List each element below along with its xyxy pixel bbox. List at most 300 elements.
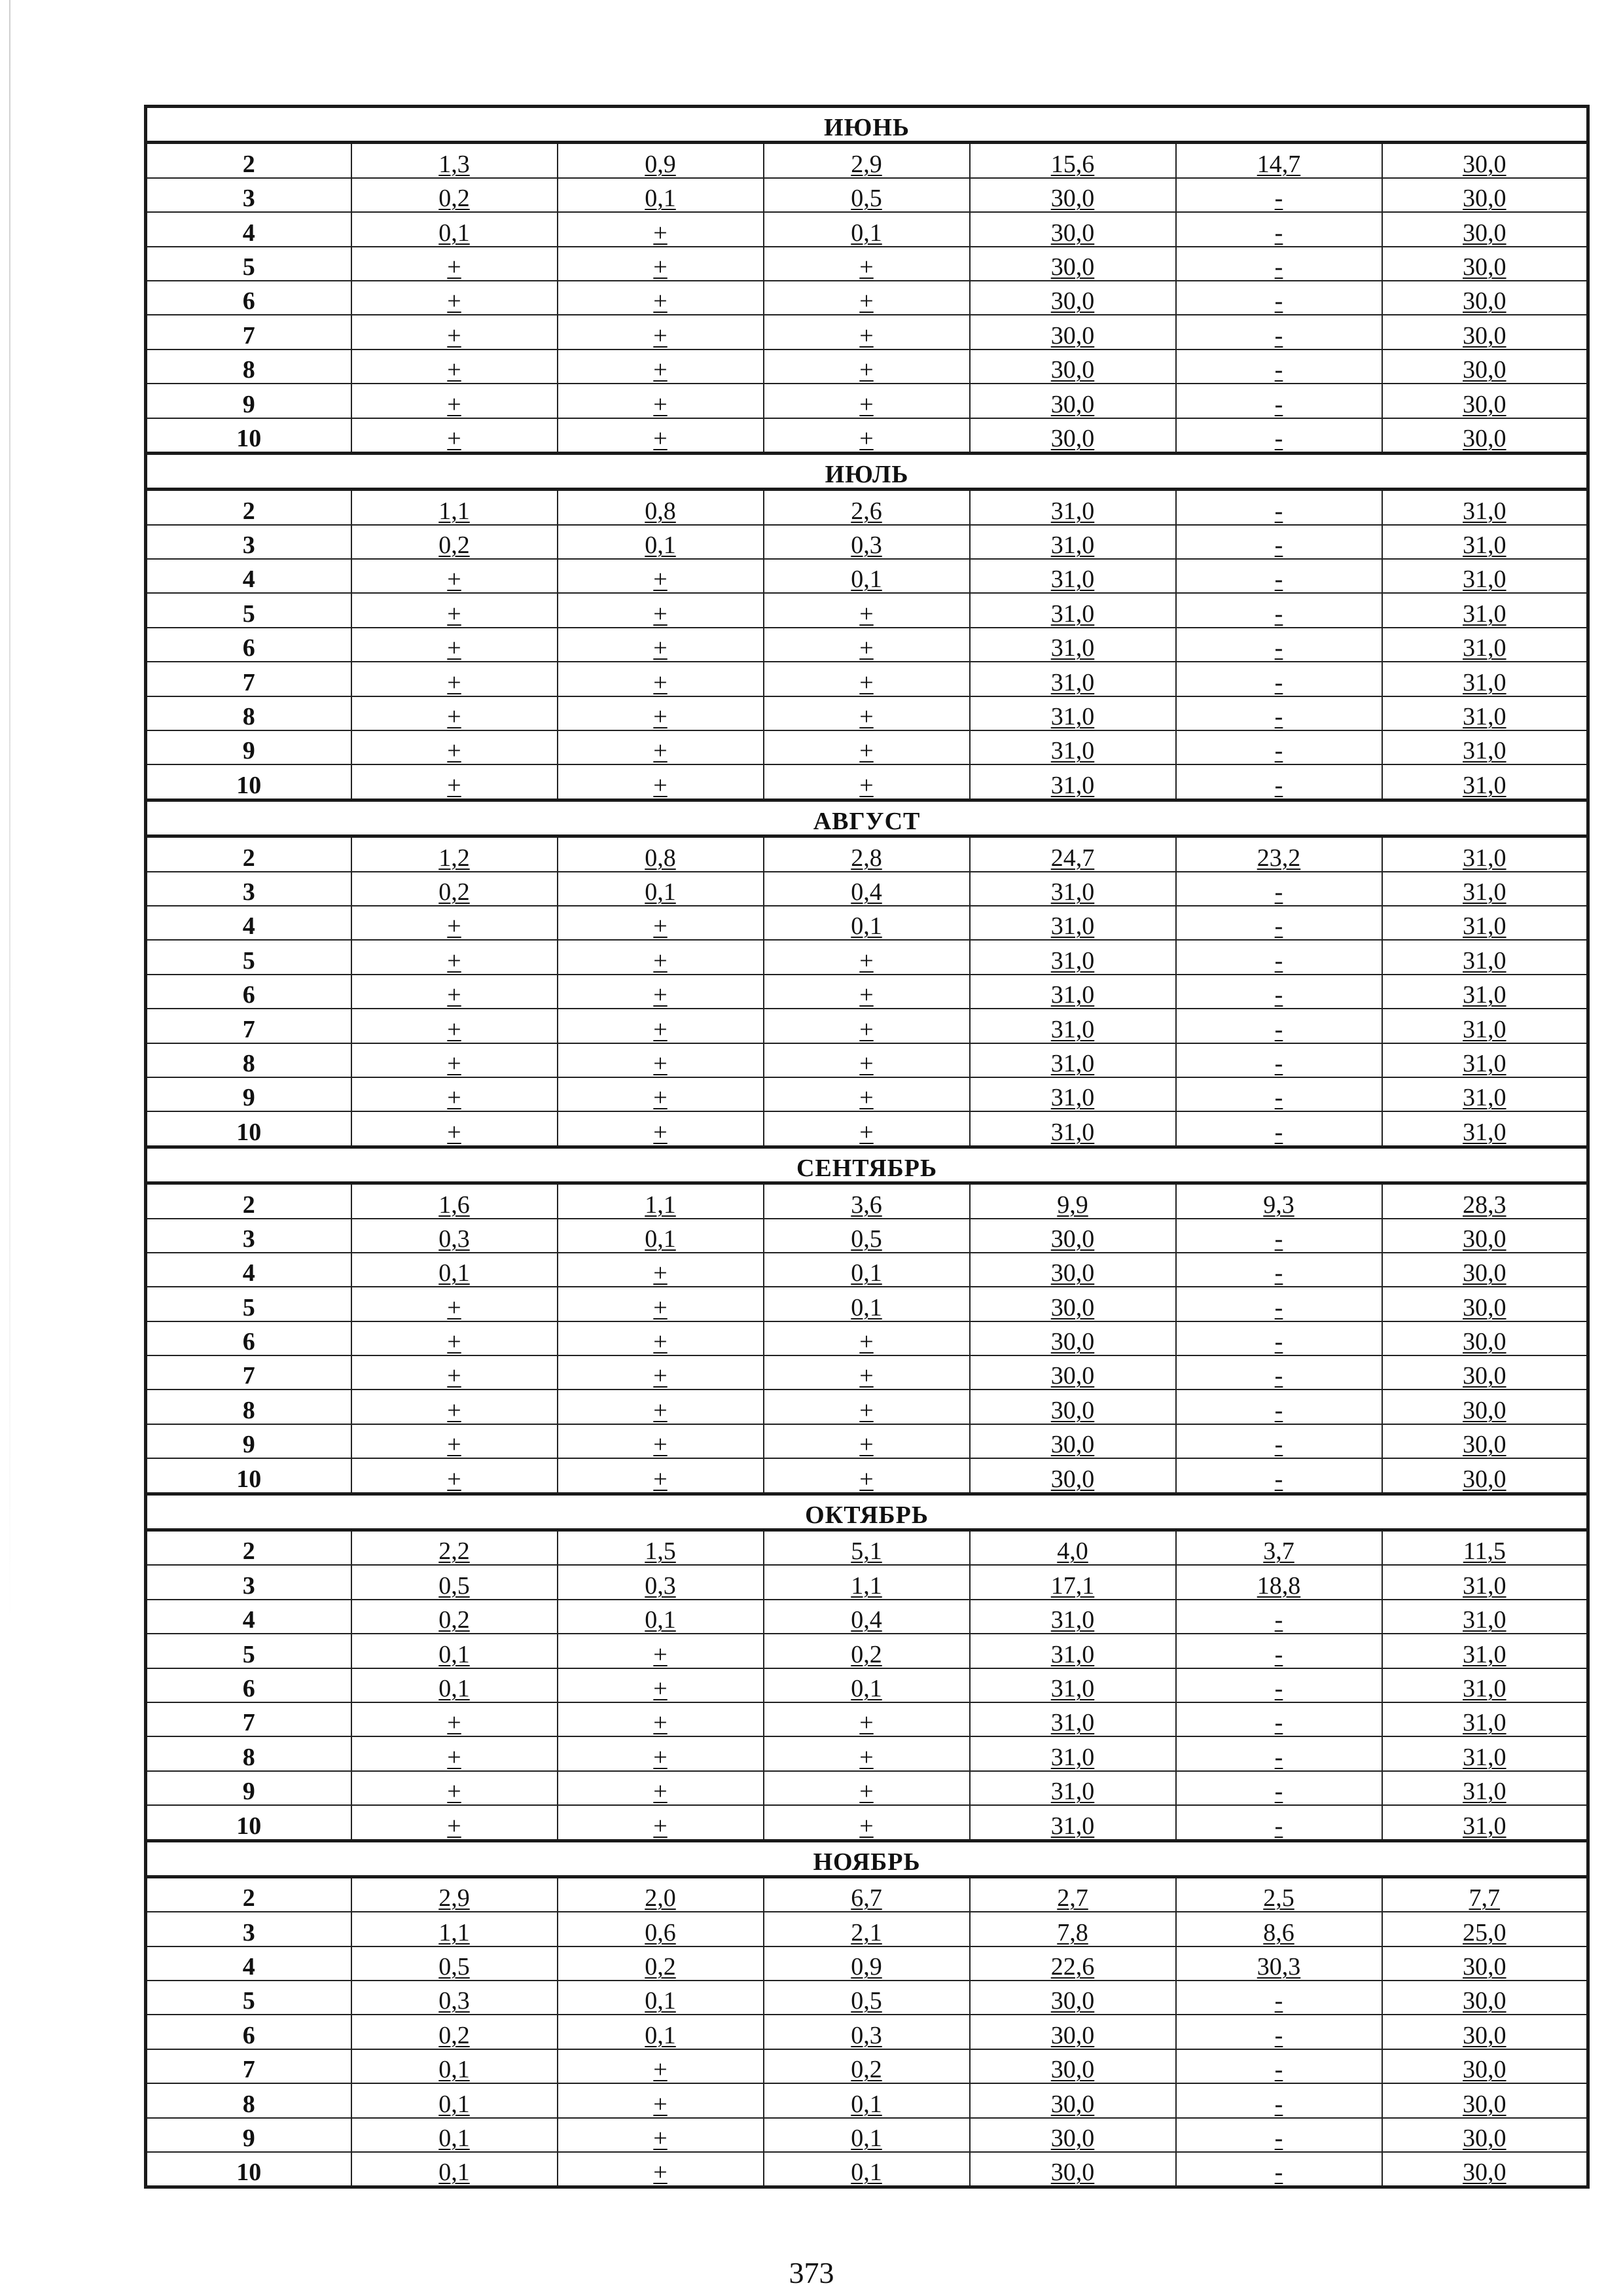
value-cell (764, 696, 970, 730)
value-cell (970, 1530, 1176, 1566)
row-label-cell: 10 (146, 1111, 351, 1147)
value-cell (764, 1287, 970, 1321)
row-label-cell: 4 (146, 1946, 351, 1981)
value-cell (558, 1077, 764, 1111)
table-row (146, 975, 1588, 1009)
table-row (146, 696, 1588, 730)
value-cell (970, 1912, 1176, 1946)
cell-value: - (1274, 668, 1283, 696)
value-cell (1382, 836, 1588, 872)
value-cell (351, 1424, 558, 1458)
value-cell (764, 1600, 970, 1634)
cell-value: - (1274, 2125, 1283, 2153)
cell-value: + (447, 1431, 461, 1459)
value-cell (764, 628, 970, 662)
row-label-cell: 3 (146, 1219, 351, 1253)
table-row (146, 559, 1588, 593)
value-cell (1176, 2049, 1382, 2083)
month-title: ОКТЯБРЬ (146, 1494, 1588, 1530)
cell-value: - (1274, 1606, 1283, 1634)
value-cell (764, 2152, 970, 2187)
cell-value: + (653, 1015, 668, 1043)
cell-value: + (447, 1362, 461, 1390)
cell-value: + (859, 771, 874, 799)
table-row (146, 525, 1588, 559)
value-cell (1382, 1805, 1588, 1840)
value-cell (970, 315, 1176, 349)
value-cell (351, 730, 558, 764)
cell-value: + (447, 1084, 461, 1112)
value-cell (764, 143, 970, 178)
value-cell (558, 1702, 764, 1736)
row-label-cell: 3 (146, 1912, 351, 1946)
table-row (146, 1702, 1588, 1736)
cell-value: + (653, 634, 668, 662)
cell-value: + (653, 1743, 668, 1771)
row-label-cell: 3 (146, 872, 351, 906)
table-row (146, 490, 1588, 525)
value-cell (970, 1219, 1176, 1253)
value-cell (558, 1355, 764, 1390)
cell-value: 0,5 (851, 1225, 882, 1253)
cell-value: 0,1 (851, 2159, 882, 2187)
month-title: АВГУСТ (146, 800, 1588, 836)
cell-value: + (447, 1015, 461, 1043)
table-row (146, 593, 1588, 627)
value-cell (351, 1876, 558, 1912)
row-label-cell: 8 (146, 1736, 351, 1770)
cell-value: + (447, 1293, 461, 1321)
value-cell (1382, 906, 1588, 940)
cell-value: 30,0 (1050, 356, 1095, 384)
value-cell (1382, 696, 1588, 730)
value-cell (351, 696, 558, 730)
row-label-cell: 10 (146, 1458, 351, 1494)
cell-value: - (1274, 1431, 1283, 1459)
cell-value: - (1274, 1049, 1283, 1077)
cell-value: - (1274, 981, 1283, 1009)
value-cell (1382, 1043, 1588, 1077)
cell-value: 0,2 (851, 2056, 882, 2084)
row-label-cell: 9 (146, 1771, 351, 1805)
table-row (146, 178, 1588, 212)
cell-value: + (859, 1084, 874, 1112)
value-cell (1382, 2152, 1588, 2187)
value-cell (1382, 1458, 1588, 1494)
value-cell (764, 281, 970, 315)
value-cell (764, 1736, 970, 1770)
value-cell (1176, 2118, 1382, 2152)
cell-value: 0,1 (438, 2159, 470, 2187)
value-cell (351, 906, 558, 940)
cell-value: + (447, 1465, 461, 1493)
value-cell (1176, 350, 1382, 384)
value-cell (970, 1805, 1176, 1840)
value-cell (764, 836, 970, 872)
value-cell (558, 1287, 764, 1321)
value-cell (558, 212, 764, 246)
value-cell (1382, 764, 1588, 800)
cell-value: 15,6 (1050, 150, 1095, 178)
cell-value: 31,0 (1463, 1118, 1507, 1146)
cell-value: 0,2 (438, 2021, 470, 2049)
cell-value: 31,0 (1050, 1606, 1095, 1634)
table-row (146, 836, 1588, 872)
value-cell (1176, 143, 1382, 178)
value-cell (764, 906, 970, 940)
cell-value: 30,0 (1463, 356, 1507, 384)
cell-value: 30,0 (1050, 1465, 1095, 1493)
cell-value: 31,0 (1463, 1606, 1507, 1634)
cell-value: 0,1 (851, 912, 882, 941)
cell-value: - (1274, 321, 1283, 350)
cell-value: + (653, 287, 668, 315)
value-cell (1176, 730, 1382, 764)
cell-value: 28,3 (1463, 1191, 1507, 1219)
row-label-cell: 3 (146, 1565, 351, 1599)
cell-value: 31,0 (1050, 1084, 1095, 1112)
cell-value: 22,6 (1050, 1953, 1095, 1981)
cell-value: 30,0 (1463, 1225, 1507, 1253)
value-cell (970, 1287, 1176, 1321)
value-cell (558, 2015, 764, 2049)
cell-value: + (859, 1812, 874, 1840)
row-label-cell: 8 (146, 1043, 351, 1077)
value-cell (1176, 1736, 1382, 1770)
cell-value: + (447, 634, 461, 662)
row-label-cell: 5 (146, 593, 351, 627)
row-label-cell: 8 (146, 696, 351, 730)
cell-value: 31,0 (1050, 703, 1095, 731)
cell-value: + (447, 287, 461, 315)
cell-value: 31,0 (1050, 531, 1095, 560)
cell-value: 31,0 (1463, 668, 1507, 696)
month-header-row (146, 1840, 1588, 1876)
value-cell (764, 1981, 970, 2015)
value-cell (764, 212, 970, 246)
cell-value: 0,5 (851, 185, 882, 213)
value-cell (1382, 281, 1588, 315)
value-cell (970, 525, 1176, 559)
table-row (146, 730, 1588, 764)
cell-value: 31,0 (1050, 1049, 1095, 1077)
cell-value: 1,3 (438, 150, 470, 178)
table-row (146, 1424, 1588, 1458)
value-cell (558, 1912, 764, 1946)
value-cell (970, 2049, 1176, 2083)
value-cell (1382, 384, 1588, 418)
row-label-cell: 2 (146, 836, 351, 872)
value-cell (351, 1077, 558, 1111)
cell-value: 31,0 (1050, 600, 1095, 628)
cell-value: 30,0 (1050, 2125, 1095, 2153)
cell-value: 1,1 (438, 497, 470, 525)
cell-value: - (1274, 185, 1283, 213)
cell-value: 30,0 (1050, 2159, 1095, 2187)
value-cell (351, 1111, 558, 1147)
value-cell (1382, 1009, 1588, 1043)
value-cell (764, 662, 970, 696)
cell-value: 24,7 (1050, 844, 1095, 872)
value-cell (558, 1424, 764, 1458)
cell-value: 31,0 (1463, 912, 1507, 941)
cell-value: + (653, 1674, 668, 1702)
cell-value: + (859, 287, 874, 315)
value-cell (970, 1876, 1176, 1912)
cell-value: 17,1 (1050, 1571, 1095, 1600)
cell-value: 31,0 (1050, 1674, 1095, 1702)
cell-value: - (1274, 634, 1283, 662)
row-label-cell: 7 (146, 662, 351, 696)
cell-value: + (447, 1743, 461, 1771)
value-cell (1176, 281, 1382, 315)
row-label-cell: 9 (146, 1424, 351, 1458)
cell-value: 0,1 (851, 219, 882, 247)
cell-value: 1,6 (438, 1191, 470, 1219)
value-cell (558, 1565, 764, 1599)
cell-value: 0,4 (851, 1606, 882, 1634)
value-cell (970, 1077, 1176, 1111)
value-cell (558, 1771, 764, 1805)
table-row (146, 1043, 1588, 1077)
cell-value: + (447, 565, 461, 594)
cell-value: + (447, 1396, 461, 1424)
row-label-cell: 3 (146, 178, 351, 212)
value-cell (558, 2152, 764, 2187)
cell-value: 30,0 (1463, 2159, 1507, 2187)
cell-value: + (447, 737, 461, 765)
cell-value: + (653, 565, 668, 594)
month-header-row (146, 1147, 1588, 1183)
cell-value: 2,6 (851, 497, 882, 525)
cell-value: + (859, 981, 874, 1009)
value-cell (351, 212, 558, 246)
table-row (146, 1876, 1588, 1912)
cell-value: 23,2 (1257, 844, 1301, 872)
cell-value: 0,3 (438, 1225, 470, 1253)
row-label-cell: 4 (146, 1253, 351, 1287)
value-cell (351, 1219, 558, 1253)
cell-value: - (1274, 287, 1283, 315)
value-cell (558, 247, 764, 281)
row-label-cell: 5 (146, 940, 351, 974)
table-row (146, 662, 1588, 696)
value-cell (1176, 1946, 1382, 1981)
value-cell (970, 212, 1176, 246)
value-cell (970, 2083, 1176, 2117)
value-cell (1382, 662, 1588, 696)
value-cell (558, 1600, 764, 1634)
cell-value: 0,1 (645, 185, 676, 213)
value-cell (558, 1805, 764, 1840)
table-row (146, 1458, 1588, 1494)
value-cell (764, 975, 970, 1009)
table-row (146, 1912, 1588, 1946)
value-cell (970, 2152, 1176, 2187)
value-cell (351, 178, 558, 212)
cell-value: 31,0 (1463, 634, 1507, 662)
value-cell (1176, 247, 1382, 281)
value-cell (558, 764, 764, 800)
value-cell (1382, 1946, 1588, 1981)
value-cell (351, 1805, 558, 1840)
cell-value: 0,1 (438, 2090, 470, 2118)
cell-value: 0,5 (851, 1987, 882, 2015)
cell-value: 1,5 (645, 1537, 676, 1566)
cell-value: 31,0 (1463, 600, 1507, 628)
value-cell (558, 593, 764, 627)
value-cell (970, 1600, 1176, 1634)
value-cell (1382, 1253, 1588, 1287)
value-cell (970, 1458, 1176, 1494)
cell-value: 0,4 (851, 878, 882, 906)
cell-value: 0,8 (645, 844, 676, 872)
month-title: СЕНТЯБРЬ (146, 1147, 1588, 1183)
table-row (146, 281, 1588, 315)
value-cell (970, 1771, 1176, 1805)
value-cell (1382, 1111, 1588, 1147)
cell-value: 1,1 (851, 1571, 882, 1600)
cell-value: 30,0 (1463, 1259, 1507, 1287)
cell-value: + (653, 1259, 668, 1287)
value-cell (1382, 143, 1588, 178)
value-cell (1176, 418, 1382, 454)
value-cell (558, 143, 764, 178)
cell-value: - (1274, 1640, 1283, 1668)
value-cell (1176, 559, 1382, 593)
cell-value: 30,0 (1463, 1328, 1507, 1356)
value-cell (764, 1876, 970, 1912)
value-cell (1176, 975, 1382, 1009)
value-cell (558, 1183, 764, 1219)
cell-value: + (653, 1293, 668, 1321)
value-cell (1382, 490, 1588, 525)
cell-value: 0,1 (851, 565, 882, 594)
month-header-row (146, 800, 1588, 836)
table-row (146, 2015, 1588, 2049)
cell-value: + (447, 321, 461, 350)
cell-value: 2,9 (438, 1884, 470, 1912)
month-title: ИЮНЬ (146, 107, 1588, 143)
value-cell (970, 559, 1176, 593)
row-label-cell: 6 (146, 2015, 351, 2049)
cell-value: - (1274, 1396, 1283, 1424)
cell-value: - (1274, 565, 1283, 594)
value-cell (1176, 872, 1382, 906)
row-label-cell: 7 (146, 315, 351, 349)
cell-value: 30,0 (1050, 253, 1095, 281)
value-cell (764, 1355, 970, 1390)
cell-value: - (1274, 946, 1283, 975)
value-cell (351, 490, 558, 525)
value-cell (1382, 975, 1588, 1009)
value-cell (351, 2049, 558, 2083)
cell-value: 30,0 (1463, 1293, 1507, 1321)
value-cell (558, 281, 764, 315)
value-cell (764, 2118, 970, 2152)
cell-value: - (1274, 912, 1283, 941)
value-cell (1382, 2015, 1588, 2049)
row-label-cell: 8 (146, 2083, 351, 2117)
value-cell (970, 1736, 1176, 1770)
cell-value: + (859, 946, 874, 975)
cell-value: + (653, 771, 668, 799)
cell-value: 31,0 (1050, 1015, 1095, 1043)
value-cell (970, 872, 1176, 906)
row-label-cell: 6 (146, 628, 351, 662)
cell-value: 0,2 (851, 1640, 882, 1668)
value-cell (351, 2083, 558, 2117)
cell-value: + (447, 981, 461, 1009)
cell-value: + (859, 600, 874, 628)
value-cell (764, 1183, 970, 1219)
row-label-cell: 2 (146, 1876, 351, 1912)
cell-value: 31,0 (1463, 771, 1507, 799)
cell-value: + (653, 2056, 668, 2084)
value-cell (1176, 2152, 1382, 2187)
value-cell (764, 1912, 970, 1946)
cell-value: + (653, 321, 668, 350)
value-cell (1382, 1183, 1588, 1219)
value-cell (970, 350, 1176, 384)
cell-value: 31,0 (1050, 912, 1095, 941)
cell-value: 30,0 (1050, 1362, 1095, 1390)
cell-value: 0,2 (438, 531, 470, 560)
value-cell (351, 1321, 558, 1355)
value-cell (764, 384, 970, 418)
cell-value: 30,0 (1050, 2021, 1095, 2049)
cell-value: + (447, 1118, 461, 1146)
value-cell (351, 662, 558, 696)
cell-value: 31,0 (1050, 878, 1095, 906)
value-cell (1382, 1287, 1588, 1321)
cell-value: - (1274, 253, 1283, 281)
value-cell (1382, 1668, 1588, 1702)
value-cell (970, 1043, 1176, 1077)
value-cell (970, 2118, 1176, 2152)
cell-value: 31,0 (1050, 634, 1095, 662)
value-cell (1176, 628, 1382, 662)
value-cell (970, 178, 1176, 212)
table-row (146, 628, 1588, 662)
value-cell (764, 593, 970, 627)
value-cell (351, 628, 558, 662)
cell-value: 31,0 (1463, 1640, 1507, 1668)
cell-value: 0,1 (645, 878, 676, 906)
cell-value: - (1274, 531, 1283, 560)
value-cell (1382, 1771, 1588, 1805)
cell-value: + (653, 668, 668, 696)
cell-value: - (1274, 771, 1283, 799)
cell-value: 30,0 (1050, 1259, 1095, 1287)
cell-value: + (859, 1362, 874, 1390)
value-cell (970, 662, 1176, 696)
cell-value: 30,0 (1463, 2056, 1507, 2084)
value-cell (970, 593, 1176, 627)
value-cell (1382, 559, 1588, 593)
value-cell (558, 1736, 764, 1770)
cell-value: + (859, 1118, 874, 1146)
cell-value: - (1274, 1015, 1283, 1043)
value-cell (1382, 350, 1588, 384)
cell-value: 0,3 (438, 1987, 470, 2015)
cell-value: 30,0 (1463, 1396, 1507, 1424)
table-row (146, 2152, 1588, 2187)
table-row (146, 1355, 1588, 1390)
cell-value: + (653, 912, 668, 941)
value-cell (1382, 2118, 1588, 2152)
table-row (146, 1668, 1588, 1702)
